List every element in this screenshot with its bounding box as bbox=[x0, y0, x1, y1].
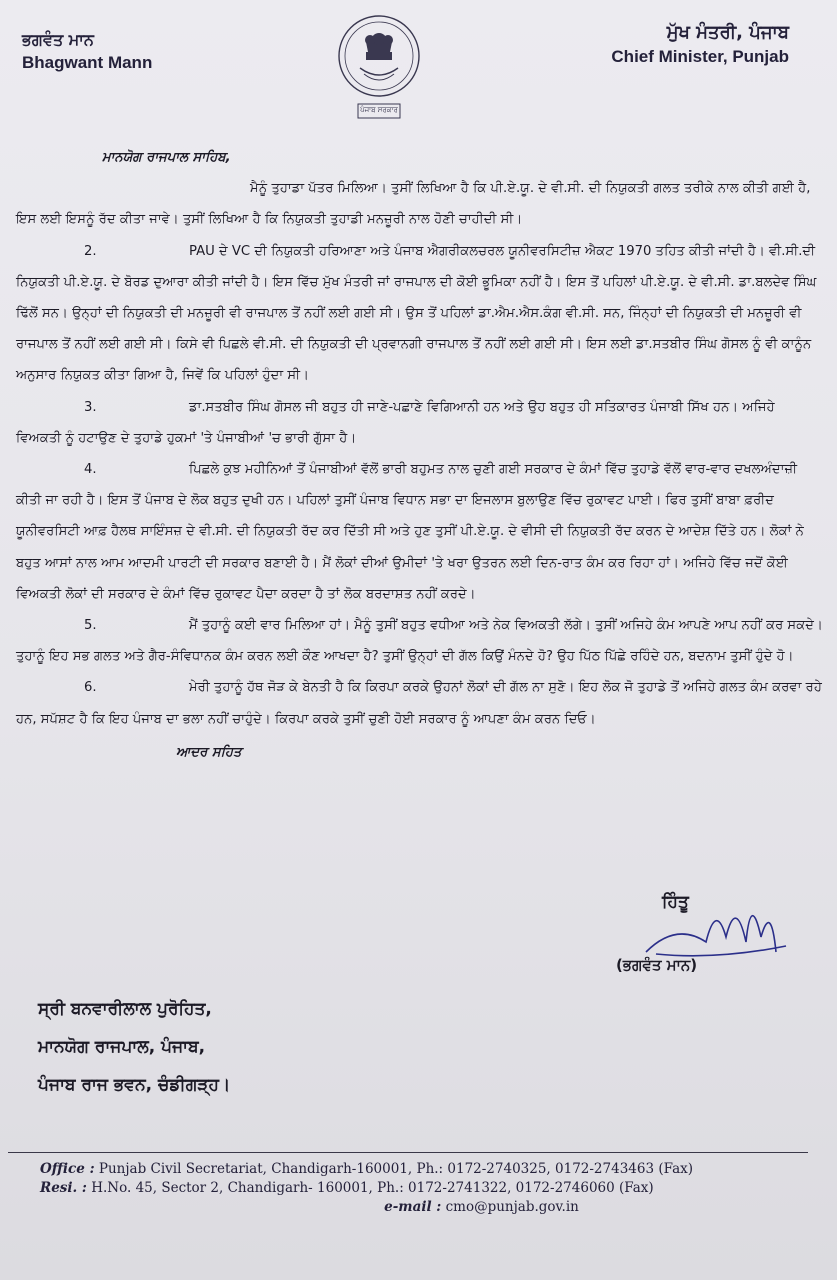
emblem-caption: ਪੰਜਾਬ ਸਰਕਾਰ bbox=[360, 106, 398, 114]
addressee-designation: ਮਾਨਯੋਗ ਰਾਜਪਾਲ, ਪੰਜਾਬ, bbox=[38, 1037, 206, 1057]
signatory-name: (ਭਗਵੰਤ ਮਾਨ) bbox=[616, 956, 698, 974]
paragraph-5 bbox=[16, 610, 824, 672]
residence-address-line bbox=[40, 1179, 693, 1198]
addressee-name: ਸ੍ਰੀ ਬਨਵਾਰੀਲਾਲ ਪੁਰੋਹਿਤ, bbox=[38, 999, 212, 1019]
paragraph-text: ਡਾ.ਸਤਬੀਰ ਸਿੰਘ ਗੋਸਲ ਜੀ ਬਹੁਤ ਹੀ ਜਾਣੇ-ਪਛਾਣੇ ਵਿਗਿਆਨੀ ਹਨ ਅਤੇ ਉਹ ਬਹੁਤ ਹੀ ਸਤਿਕਾਰਤ ਪੰਜਾਬੀ ਸਿੱਖ ਹਨ। ਅਜਿਹੇ ਵਿਅਕਤੀ ਨੂੰ ਹਟਾਉਣ ਦੇ ਤੁਹਾਡੇ ਹੁਕਮਾਂ 'ਤੇ ਪੰਜਾਬੀਆਂ 'ਚ ਭਾਰੀ ਗੁੱਸਾ ਹੈ। bbox=[16, 399, 775, 446]
paragraph-number: 3. bbox=[84, 399, 97, 415]
email-label: e-mail : bbox=[384, 1199, 442, 1215]
sender-name-punjabi: ਭਗਵੰਤ ਮਾਨ bbox=[22, 30, 94, 49]
signature-block bbox=[616, 882, 796, 992]
paragraph-1: ਮੈਨੂੰ ਤੁਹਾਡਾ ਪੱਤਰ ਮਿਲਿਆ। ਤੁਸੀਂ ਲਿਖਿਆ ਹੈ ਕਿ ਪੀ.ਏ.ਯੂ. ਦੇ ਵੀ.ਸੀ. ਦੀ ਨਿਯੁਕਤੀ ਗਲਤ ਤਰੀਕੇ ਨਾਲ ਕੀਤੀ ਗਈ ਹੈ, ਇਸ ਲਈ ਇਸਨੂੰ ਰੱਦ ਕੀਤਾ ਜਾਵੇ। ਤੁਸੀਂ ਲਿਖਿਆ ਹੈ ਕਿ ਨਿਯੁਕਤੀ ਤੁਹਾਡੀ ਮਨਜ਼ੂਰੀ ਨਾਲ ਹੋਣੀ ਚਾਹੀਦੀ ਸੀ। bbox=[16, 181, 811, 228]
letterhead-footer bbox=[40, 1160, 693, 1217]
designation-block bbox=[611, 22, 789, 67]
signature-scribble-icon bbox=[636, 882, 796, 992]
signature-text: ਹਿੰਤੂ bbox=[662, 892, 689, 912]
paragraph-text: PAU ਦੇ VC ਦੀ ਨਿਯੁਕਤੀ ਹਰਿਆਣਾ ਅਤੇ ਪੰਜਾਬ ਐਗਰੀਕਲਚਰਲ ਯੂਨੀਵਰਸਿਟੀਜ਼ ਐਕਟ 1970 ਤਹਿਤ ਕੀਤੀ ਜਾਂਦੀ ਹੈ। ਵੀ.ਸੀ.ਦੀ ਨਿਯੁਕਤੀ ਪੀ.ਏ.ਯੂ. ਦੇ ਬੋਰਡ ਦੁਆਰਾ ਕੀਤੀ ਜਾਂਦੀ ਹੈ। ਇਸ ਵਿੱਚ ਮੁੱਖ ਮੰਤਰੀ ਜਾਂ ਰਾਜਪਾਲ ਦੀ ਕੋਈ ਭੂਮਿਕਾ ਨਹੀਂ ਹੈ। ਇਸ ਤੋਂ ਪਹਿਲਾਂ ਪੀ.ਏ.ਯੂ. ਦੇ ਵੀ.ਸੀ. ਡਾ.ਬਲਦੇਵ ਸਿੰਘ ਢਿੱਲੋਂ ਸਨ। ਉਨ੍ਹਾਂ ਦੀ ਨਿਯੁਕਤੀ ਦੀ ਮਨਜ਼ੂਰੀ ਵੀ ਰਾਜਪਾਲ ਤੋਂ ਨਹੀਂ ਲਈ ਗਈ ਸੀ। ਉਸ ਤੋਂ ਪਹਿਲਾਂ ਡਾ.ਐਮ.ਐਸ.ਕੰਗ ਵੀ.ਸੀ. ਸਨ, ਜਿੰਨ੍ਹਾਂ ਦੀ ਨਿਯੁਕਤੀ ਦੀ ਮਨਜ਼ੂਰੀ ਵੀ ਰਾਜਪਾਲ ਤੋਂ ਨਹੀਂ ਲਈ ਗਈ ਸੀ। ਕਿਸੇ ਵੀ ਪਿਛਲੇ ਵੀ.ਸੀ. ਦੀ ਨਿਯੁਕਤੀ ਦੀ ਪ੍ਰਵਾਨਗੀ ਰਾਜਪਾਲ ਤੋਂ ਨਹੀਂ ਲਈ ਗਈ ਸੀ। ਇਸ ਲਈ ਡਾ.ਸਤਬੀਰ ਸਿੰਘ ਗੋਸਲ ਨੂੰ ਵੀ ਕਾਨੂੰਨ ਅਨੁਸਾਰ ਨਿਯੁਕਤ ਕੀਤਾ ਗਿਆ ਹੈ, ਜਿਵੇਂ ਕਿ ਪਹਿਲਾਂ ਹੁੰਦਾ ਸੀ। bbox=[16, 243, 817, 384]
paragraph-4 bbox=[16, 454, 824, 610]
footer-divider bbox=[8, 1152, 808, 1153]
sender-block bbox=[22, 30, 152, 73]
paragraph-text: ਮੇਰੀ ਤੁਹਾਨੂੰ ਹੱਥ ਜੋੜ ਕੇ ਬੇਨਤੀ ਹੈ ਕਿ ਕਿਰਪਾ ਕਰਕੇ ਉਹਨਾਂ ਲੋਕਾਂ ਦੀ ਗੱਲ ਨਾ ਸੁਣੋ। ਇਹ ਲੋਕ ਜੋ ਤੁਹਾਡੇ ਤੋਂ ਅਜਿਹੇ ਗਲਤ ਕੰਮ ਕਰਵਾ ਰਹੇ ਹਨ, ਸਪੱਸ਼ਟ ਹੈ ਕਿ ਇਹ ਪੰਜਾਬ ਦਾ ਭਲਾ ਨਹੀਂ ਚਾਹੁੰਦੇ। ਕਿਰਪਾ ਕਰਕੇ ਤੁਸੀਂ ਚੁਣੀ ਹੋਈ ਸਰਕਾਰ ਨੂੰ ਆਪਣਾ ਕੰਮ ਕਰਨ ਦਿਓ। bbox=[16, 680, 822, 727]
paragraph-text: ਪਿਛਲੇ ਕੁਝ ਮਹੀਨਿਆਂ ਤੋਂ ਪੰਜਾਬੀਆਂ ਵੱਲੋਂ ਭਾਰੀ ਬਹੁਮਤ ਨਾਲ ਚੁਣੀ ਗਈ ਸਰਕਾਰ ਦੇ ਕੰਮਾਂ ਵਿੱਚ ਤੁਹਾਡੇ ਵੱਲੋਂ ਵਾਰ-ਵਾਰ ਦਖਲਅੰਦਾਜ਼ੀ ਕੀਤੀ ਜਾ ਰਹੀ ਹੈ। ਇਸ ਤੋਂ ਪੰਜਾਬ ਦੇ ਲੋਕ ਬਹੁਤ ਦੁਖੀ ਹਨ। ਪਹਿਲਾਂ ਤੁਸੀਂ ਪੰਜਾਬ ਵਿਧਾਨ ਸਭਾ ਦਾ ਇਜਲਾਸ ਬੁਲਾਉਣ ਵਿੱਚ ਰੁਕਾਵਟ ਪਾਈ। ਫਿਰ ਤੁਸੀਂ ਬਾਬਾ ਫ਼ਰੀਦ ਯੂਨੀਵਰਸਿਟੀ ਆਫ਼ ਹੈਲਥ ਸਾਇੰਸਜ਼ ਦੇ ਵੀ.ਸੀ. ਦੀ ਨਿਯੁਕਤੀ ਰੱਦ ਕਰ ਦਿੱਤੀ ਸੀ ਅਤੇ ਹੁਣ ਤੁਸੀਂ ਪੀ.ਏ.ਯੂ. ਦੇ ਵੀਸੀ ਦੀ ਨਿਯੁਕਤੀ ਰੱਦ ਕਰਨ ਦੇ ਆਦੇਸ਼ ਦਿੱਤੇ ਹਨ। ਲੋਕਾਂ ਨੇ ਬਹੁਤ ਆਸਾਂ ਨਾਲ ਆਮ ਆਦਮੀ ਪਾਰਟੀ ਦੀ ਸਰਕਾਰ ਬਣਾਈ ਹੈ। ਮੈਂ ਲੋਕਾਂ ਦੀਆਂ ਉਮੀਦਾਂ 'ਤੇ ਖਰਾ ਉਤਰਨ ਲਈ ਦਿਨ-ਰਾਤ ਕੰਮ ਕਰ ਰਿਹਾ ਹਾਂ। ਅਜਿਹੇ ਵਿੱਚ ਜਦੋਂ ਕੋਈ ਵਿਅਕਤੀ ਲੋਕਾਂ ਦੀ ਸਰਕਾਰ ਦੇ ਕੰਮਾਂ ਵਿੱਚ ਰੁਕਾਵਟ ਪੈਦਾ ਕਰਦਾ ਹੈ ਤਾਂ ਲੋਕ ਬਰਦਾਸ਼ਤ ਨਹੀਂ ਕਰਦੇ। bbox=[16, 462, 804, 602]
closing-phrase: ਆਦਰ ਸਹਿਤ bbox=[176, 744, 242, 760]
office-address-line bbox=[40, 1160, 693, 1179]
addressee-block bbox=[38, 990, 230, 1104]
office-address: Punjab Civil Secretariat, Chandigarh-160001, Ph.: 0172-2740325, 0172-2743463 (Fax) bbox=[98, 1161, 693, 1177]
letter-body bbox=[16, 142, 824, 768]
paragraph-number: 5. bbox=[84, 618, 97, 634]
paragraph-2 bbox=[16, 236, 824, 392]
designation-english: Chief Minister, Punjab bbox=[611, 47, 789, 66]
paragraph-6 bbox=[16, 672, 824, 734]
paragraph-text: ਮੈਂ ਤੁਹਾਨੂੰ ਕਈ ਵਾਰ ਮਿਲਿਆ ਹਾਂ। ਮੈਨੂੰ ਤੁਸੀਂ ਬਹੁਤ ਵਧੀਆ ਅਤੇ ਨੇਕ ਵਿਅਕਤੀ ਲੱਗੇ। ਤੁਸੀਂ ਅਜਿਹੇ ਕੰਮ ਆਪਣੇ ਆਪ ਨਹੀਂ ਕਰ ਸਕਦੇ। ਤੁਹਾਨੂੰ ਇਹ ਸਭ ਗਲਤ ਅਤੇ ਗੈਰ-ਸੰਵਿਧਾਨਕ ਕੰਮ ਕਰਨ ਲਈ ਕੌਣ ਆਖਦਾ ਹੈ? ਤੁਸੀਂ ਉਨ੍ਹਾਂ ਦੀ ਗੱਲ ਕਿਉਂ ਮੰਨਦੇ ਹੋ? ਉਹ ਪਿੱਠ ਪਿੱਛੇ ਰਹਿੰਦੇ ਹਨ, ਬਦਨਾਮ ਤੁਸੀਂ ਹੁੰਦੇ ਹੋ। bbox=[16, 618, 823, 665]
addressee-address: ਪੰਜਾਬ ਰਾਜ ਭਵਨ, ਚੰਡੀਗੜ੍ਹ। bbox=[38, 1075, 231, 1095]
paragraph-number: 6. bbox=[84, 680, 97, 696]
residence-address: H.No. 45, Sector 2, Chandigarh- 160001, Ph.: 0172-2741322, 0172-2746060 (Fax) bbox=[91, 1180, 654, 1196]
paragraph-3 bbox=[16, 392, 824, 454]
residence-label: Resi. : bbox=[40, 1180, 87, 1196]
office-label: Office : bbox=[40, 1161, 95, 1177]
salutation: ਮਾਨਯੋਗ ਰਾਜਪਾਲ ਸਾਹਿਬ, bbox=[102, 150, 231, 165]
paragraph-number: 2. bbox=[84, 243, 97, 259]
email-line bbox=[270, 1198, 693, 1217]
sender-name-english: Bhagwant Mann bbox=[22, 53, 153, 72]
paragraph-number: 4. bbox=[84, 462, 97, 478]
email-address[interactable]: cmo@punjab.gov.in bbox=[445, 1199, 579, 1215]
designation-punjabi: ਮੁੱਖ ਮੰਤਰੀ, ਪੰਜਾਬ bbox=[666, 22, 789, 43]
